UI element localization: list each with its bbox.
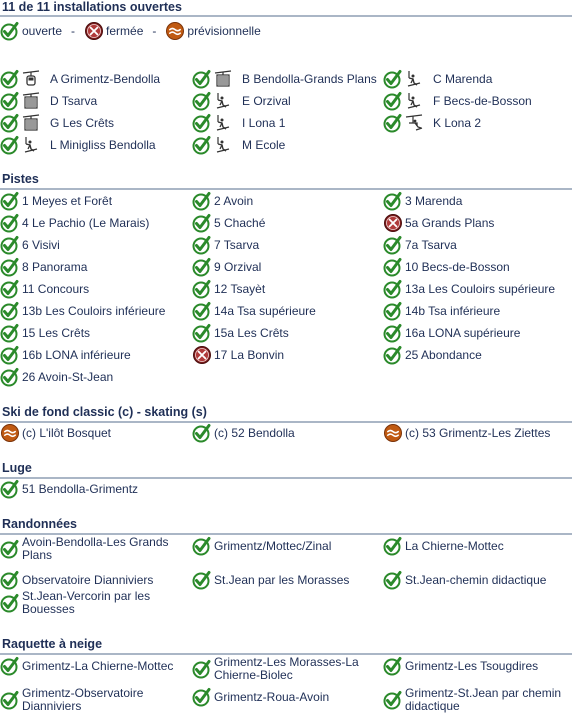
installation-label: E Orzival [242, 93, 291, 108]
status-open-icon [0, 21, 20, 41]
status-open-icon [0, 301, 20, 321]
installation-b-bendolla-grands-plans [192, 69, 378, 89]
pistes-item-14a-tsa-superieure [192, 301, 378, 321]
cable-car-icon [22, 92, 40, 110]
installation-e-orzival [192, 91, 378, 111]
divider [0, 15, 572, 17]
status-open-icon [0, 323, 20, 343]
installation-label: C Marenda [433, 71, 493, 86]
pistes-item-label: 16a LONA supérieure [405, 325, 521, 340]
pistes-item-label: 15 Les Crêts [22, 325, 91, 340]
status-forecast-icon [165, 21, 185, 41]
status-open-icon [0, 213, 20, 233]
status-open-icon [192, 235, 212, 255]
status-open-icon [192, 113, 212, 133]
status-open-icon [0, 135, 20, 155]
skifond-item-label: (c) 53 Grimentz-Les Ziettes [405, 425, 551, 440]
legend-closed [84, 21, 143, 41]
pistes-item-label: 5a Grands Plans [405, 215, 495, 230]
legend-forecast-label: prévisionnelle [187, 24, 261, 38]
installation-label: F Becs-de-Bosson [433, 93, 532, 108]
pistes-item-label: 1 Meyes et Forêt [22, 193, 113, 208]
installation-label: B Bendolla-Grands Plans [242, 71, 377, 86]
status-open-icon [0, 235, 20, 255]
section-title-skifond: Ski de fond classic (c) - skating (s) [2, 405, 207, 419]
installation-m-ecole [192, 135, 378, 155]
legend-separator: - [152, 24, 157, 38]
status-open-icon [383, 191, 403, 211]
status-open-icon [383, 91, 403, 111]
legend-forecast [165, 21, 260, 41]
pistes-item-8-panorama [0, 257, 186, 277]
raquette-item-grimentz-observatoire-dianniviers [0, 687, 186, 713]
status-open-icon [383, 279, 403, 299]
pistes-item-25-abondance [383, 345, 569, 365]
status-open-icon [192, 279, 212, 299]
status-open-icon [0, 345, 20, 365]
pistes-item-label: 15a Les Crêts [214, 325, 289, 340]
pistes-item-label: 4 Le Pachio (Le Marais) [22, 215, 150, 230]
pistes-item-label: 14a Tsa supérieure [214, 303, 316, 318]
pistes-item-label: 7a Tsarva [405, 237, 457, 252]
status-open-icon [192, 213, 212, 233]
status-open-icon [0, 257, 20, 277]
status-open-icon [383, 345, 403, 365]
installation-a-grimentz-bendolla [0, 69, 186, 89]
pistes-item-15-les-crets [0, 323, 186, 343]
pistes-item-6-visivi [0, 235, 186, 255]
raquette-item-grimentz-roua-avoin [192, 687, 378, 707]
installation-f-becs-de-bosson [383, 91, 569, 111]
status-forecast-icon [0, 423, 20, 443]
status-open-icon [383, 235, 403, 255]
raquette-item-label: Grimentz-St.Jean par chemin didactique [405, 686, 562, 713]
status-open-icon [192, 423, 212, 443]
pistes-item-9-orzival [192, 257, 378, 277]
rando-item-observatoire-dianniviers [0, 570, 186, 590]
status-open-icon [0, 570, 20, 590]
status-open-icon [383, 301, 403, 321]
pistes-item-label: 2 Avoin [214, 193, 254, 208]
legend-open-label: ouverte [22, 24, 63, 38]
installation-label: M Ecole [242, 137, 286, 152]
status-closed-icon [84, 21, 104, 41]
raquette-item-label: Grimentz-Observatoire Dianniviers [22, 686, 144, 713]
raquette-item-grimentz-st-jean-par-chemin-didactique [383, 687, 569, 713]
raquette-item-label: Grimentz-Les Tsougdires [405, 658, 539, 673]
divider [0, 188, 572, 190]
status-open-icon [0, 91, 20, 111]
skilift-icon [405, 92, 423, 110]
status-open-icon [0, 690, 20, 710]
skilift-icon [405, 70, 423, 88]
pistes-item-7-tsarva [192, 235, 378, 255]
installation-label: A Grimentz-Bendolla [50, 71, 161, 86]
status-open-icon [383, 536, 403, 556]
installation-g-les-crets [0, 113, 186, 133]
status-open-icon [383, 323, 403, 343]
pistes-item-label: 6 Visivi [22, 237, 60, 252]
chairlift-icon [405, 114, 423, 132]
status-open-icon [0, 656, 20, 676]
installation-label: I Lona 1 [242, 115, 286, 130]
section-title-luge: Luge [2, 461, 32, 475]
rando-item-avoin-bendolla-les-grands-plans [0, 536, 186, 562]
cable-car-icon [214, 70, 232, 88]
status-open-icon [192, 536, 212, 556]
raquette-item-grimentz-les-tsougdires [383, 656, 569, 676]
installation-label: L Minigliss Bendolla [50, 137, 156, 152]
status-open-icon [192, 135, 212, 155]
skilift-icon [214, 136, 232, 154]
legend-open [0, 21, 62, 41]
pistes-item-16b-lona-inferieure [0, 345, 186, 365]
status-open-icon [192, 257, 212, 277]
raquette-item-grimentz-la-chierne-mottec [0, 656, 186, 676]
section-title-raquette: Raquette à neige [2, 637, 103, 651]
cable-car-icon [22, 114, 40, 132]
skilift-icon [214, 114, 232, 132]
installation-l-minigliss-bendolla [0, 135, 186, 155]
pistes-item-4-le-pachio-le-marais [0, 213, 186, 233]
status-open-icon [192, 323, 212, 343]
rando-item-la-chierne-mottec [383, 536, 569, 556]
status-open-icon [0, 191, 20, 211]
pistes-item-3-marenda [383, 191, 569, 211]
pistes-item-label: 13a Les Couloirs supérieure [405, 281, 556, 296]
status-open-icon [383, 113, 403, 133]
pistes-item-label: 8 Panorama [22, 259, 88, 274]
status-open-icon [192, 91, 212, 111]
status-closed-icon [383, 213, 403, 233]
status-open-icon [192, 659, 212, 679]
status-open-icon [192, 570, 212, 590]
pistes-item-label: 17 La Bonvin [214, 347, 285, 362]
pistes-item-label: 7 Tsarva [214, 237, 260, 252]
skifond-item-c-52-bendolla [192, 423, 378, 443]
pistes-item-label: 11 Concours [22, 281, 90, 296]
status-closed-icon [192, 345, 212, 365]
rando-item-label: La Chierne-Mottec [405, 538, 504, 553]
pistes-item-label: 5 Chaché [214, 215, 266, 230]
installation-k-lona-2 [383, 113, 569, 133]
status-open-icon [383, 656, 403, 676]
pistes-item-17-la-bonvin [192, 345, 378, 365]
rando-item-st-jean-vercorin-par-les-bouesses [0, 590, 186, 616]
status-open-icon [0, 539, 20, 559]
pistes-item-10-becs-de-bosson [383, 257, 569, 277]
raquette-item-label: Grimentz-La Chierne-Mottec [22, 658, 174, 673]
installation-d-tsarva [0, 91, 186, 111]
pistes-item-12-tsayet [192, 279, 378, 299]
pistes-item-13a-les-couloirs-superieure [383, 279, 569, 299]
rando-item-label: Avoin-Bendolla-Les Grands Plans [22, 535, 169, 562]
status-open-icon [0, 593, 20, 613]
rando-item-label: St.Jean-chemin didactique [405, 572, 547, 587]
status-open-icon [383, 69, 403, 89]
status-open-icon [0, 279, 20, 299]
rando-item-label: Grimentz/Mottec/Zinal [214, 538, 332, 553]
status-open-icon [192, 301, 212, 321]
pistes-item-label: 9 Orzival [214, 259, 262, 274]
skifond-item-c-53-grimentz-les-ziettes [383, 423, 569, 443]
status-open-icon [0, 69, 20, 89]
skilift-icon [214, 92, 232, 110]
pistes-item-label: 13b Les Couloirs inférieure [22, 303, 166, 318]
rando-item-grimentz-mottec-zinal [192, 536, 378, 556]
pistes-item-1-meyes-et-foret [0, 191, 186, 211]
installation-c-marenda [383, 69, 569, 89]
raquette-item-label: Grimentz-Roua-Avoin [214, 689, 330, 704]
status-legend [0, 20, 261, 42]
skifond-item-c-l-ilot-bosquet [0, 423, 186, 443]
pistes-item-label: 10 Becs-de-Bosson [405, 259, 510, 274]
section-title-pistes: Pistes [2, 172, 39, 186]
status-open-icon [383, 570, 403, 590]
gondola-icon [22, 70, 40, 88]
pistes-item-label: 3 Marenda [405, 193, 463, 208]
status-open-icon [0, 367, 20, 387]
pistes-item-16a-lona-superieure [383, 323, 569, 343]
status-open-icon [192, 191, 212, 211]
raquette-item-label: Grimentz-Les Morasses-La Chierne-Biolec [214, 655, 359, 682]
pistes-item-label: 26 Avoin-St-Jean [22, 369, 114, 384]
installation-label: K Lona 2 [433, 115, 482, 130]
pistes-item-label: 25 Abondance [405, 347, 482, 362]
section-title-rando: Randonnées [2, 517, 78, 531]
rando-item-label: Observatoire Dianniviers [22, 572, 154, 587]
rando-item-label: St.Jean par les Morasses [214, 572, 350, 587]
skifond-item-label: (c) L'ilôt Bosquet [22, 425, 111, 440]
status-forecast-icon [383, 423, 403, 443]
pistes-item-11-concours [0, 279, 186, 299]
status-open-icon [192, 69, 212, 89]
rando-item-st-jean-chemin-didactique [383, 570, 569, 590]
page-title: 11 de 11 installations ouvertes [2, 0, 182, 14]
pistes-item-5-chache [192, 213, 378, 233]
pistes-item-label: 12 Tsayèt [214, 281, 266, 296]
luge-item-label: 51 Bendolla-Grimentz [22, 481, 139, 496]
legend-closed-label: fermée [106, 24, 144, 38]
skifond-item-label: (c) 52 Bendolla [214, 425, 295, 440]
pistes-item-13b-les-couloirs-inferieure [0, 301, 186, 321]
pistes-item-label: 14b Tsa inférieure [405, 303, 501, 318]
status-open-icon [192, 687, 212, 707]
pistes-item-5a-grands-plans [383, 213, 569, 233]
installation-i-lona-1 [192, 113, 378, 133]
pistes-item-15a-les-crets [192, 323, 378, 343]
pistes-item-14b-tsa-inferieure [383, 301, 569, 321]
pistes-item-2-avoin [192, 191, 378, 211]
installation-label: D Tsarva [50, 93, 98, 108]
luge-item-51-bendolla-grimentz [0, 479, 186, 499]
skilift-icon [22, 136, 40, 154]
status-open-icon [0, 479, 20, 499]
installation-label: G Les Crêts [50, 115, 115, 130]
status-open-icon [383, 257, 403, 277]
raquette-item-grimentz-les-morasses-la-chierne-biolec [192, 656, 378, 682]
pistes-item-7a-tsarva [383, 235, 569, 255]
status-open-icon [383, 690, 403, 710]
pistes-item-26-avoin-st-jean [0, 367, 186, 387]
pistes-item-label: 16b LONA inférieure [22, 347, 131, 362]
legend-separator: - [71, 24, 76, 38]
rando-item-label: St.Jean-Vercorin par les Bouesses [22, 589, 151, 616]
rando-item-st-jean-par-les-morasses [192, 570, 378, 590]
status-open-icon [0, 113, 20, 133]
